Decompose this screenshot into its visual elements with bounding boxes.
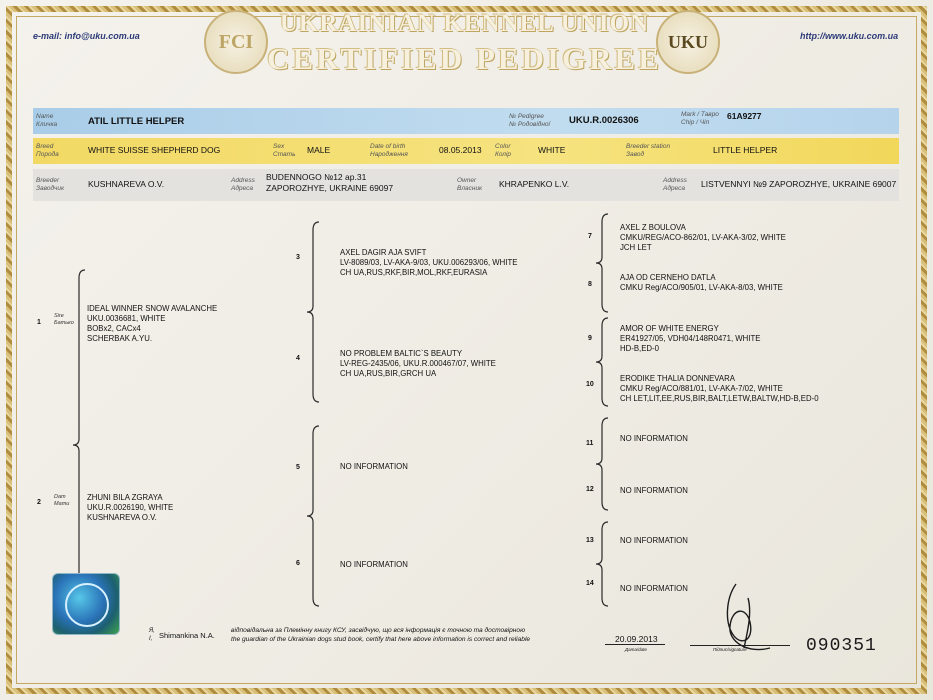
gen3-number-10: 10 xyxy=(586,381,594,388)
gen3-entry-12: NO INFORMATION xyxy=(620,486,688,495)
hologram-ring xyxy=(65,583,109,627)
sire-name: IDEAL WINNER SNOW AVALANCHE xyxy=(87,304,218,313)
pedigree-number-label: № Pedigree № Родовідної xyxy=(509,113,550,128)
owner-label: Owner Власник xyxy=(457,177,483,192)
date-of-birth: 08.05.2013 xyxy=(439,145,482,155)
dam-number: 2 xyxy=(37,499,41,506)
sex: MALE xyxy=(307,145,331,155)
dam-label: Dam Мати xyxy=(54,494,70,507)
gen3-9-line-1: AMOR OF WHITE ENERGY xyxy=(620,324,719,333)
gen3-number-9: 9 xyxy=(588,335,592,342)
gen3-entry-14: NO INFORMATION xyxy=(620,584,688,593)
gen3-7-line-3: JCH LET xyxy=(620,243,652,252)
sire-registration: UKU.0036681, WHITE xyxy=(87,314,166,323)
pedigree-number: UKU.R.0026306 xyxy=(569,115,639,126)
bracket-6 xyxy=(596,522,608,606)
gen3-entry-8 xyxy=(620,273,783,293)
breed-label: Breed Порода xyxy=(36,143,59,158)
bracket-sire xyxy=(307,222,319,402)
certificate-title-line1: UKRAINIAN KENNEL UNION xyxy=(279,10,650,37)
gen2-number-4: 4 xyxy=(296,355,300,362)
address1-line1: BUDENNOGO №12 ap.31 xyxy=(266,172,367,182)
name-label: Name Кличка xyxy=(36,113,58,128)
certificate-title-line2: CERTIFIED PEDIGREE xyxy=(267,41,662,76)
sire-titles: BOBx2, CACx4 xyxy=(87,324,141,333)
address2-label: Address Адреса xyxy=(663,177,687,192)
gen2-3-line-3: CH UA,RUS,RKF,BIR,MOL,RKF,EURASIA xyxy=(340,268,488,277)
gen2-number-6: 6 xyxy=(296,560,300,567)
gen3-number-7: 7 xyxy=(588,233,592,240)
breeder-station-label: Breeder station Завод xyxy=(626,143,671,158)
date-line xyxy=(605,644,665,645)
dam-registration: UKU.R.0026190, WHITE xyxy=(87,503,174,512)
gen3-10-line-1: ERODIKE THALIA DONNEVARA xyxy=(620,374,735,383)
gen3-entry-7 xyxy=(620,223,786,253)
bracket-3 xyxy=(596,214,608,312)
sire-entry xyxy=(87,304,217,344)
breeder-label: Breeder Заводчик xyxy=(36,177,65,192)
gen2-3-line-1: AXEL DAGIR AJA SVIFT xyxy=(340,248,427,257)
certification-en: the guardian of the Ukrainian dogs stud book, certify that here above information is correct and reliable xyxy=(231,636,531,643)
chip-label: Mark / Тавро Chip / Чіп xyxy=(681,111,719,126)
bracket-gen1 xyxy=(73,270,85,620)
gen2-4-line-3: CH UA,RUS,BIR,GRCH UA xyxy=(340,369,437,378)
dam-entry xyxy=(87,493,173,523)
dam-owner: KUSHNAREVA O.V. xyxy=(87,513,157,522)
gen3-7-line-2: CMKU/REG/ACO-862/01, LV-AKA-3/02, WHITE xyxy=(620,233,786,242)
address2: LISTVENNYI №9 ZAPOROZHYE, UKRAINE 69007 xyxy=(701,179,897,189)
gen3-entry-9 xyxy=(620,324,760,354)
website-link: http://www.uku.com.ua xyxy=(800,31,899,41)
gen3-8-line-2: CMKU Reg/ACO/905/01, LV-AKA-8/03, WHITE xyxy=(620,283,783,292)
gen2-number-5: 5 xyxy=(296,464,300,471)
handwritten-signature-icon xyxy=(718,578,788,658)
gen3-entry-10 xyxy=(620,374,819,404)
signature-label: Підпис/signature xyxy=(713,647,747,652)
gen3-10-line-3: CH LET,LIT,EE,RUS,BIR,BALT,LETW,BALTW,HD-B,ED-0 xyxy=(620,394,819,403)
signature-line xyxy=(690,645,790,646)
breeder: KUSHNAREVA O.V. xyxy=(88,179,165,189)
gen3-9-line-2: ER41927/05, VDH04/148R0471, WHITE xyxy=(620,334,761,343)
gen2-4-line-2: LV-REG-2435/06, UKU.R.000467/07, WHITE xyxy=(340,359,496,368)
certification-statement xyxy=(231,626,591,644)
gen2-entry-5: NO INFORMATION xyxy=(340,462,408,471)
certification-ua: відповідальна за Племінну книгу КСУ, засвідчую, що вся інформація є точною та достовірною xyxy=(231,627,526,634)
address1-line2: ZAPOROZHYE, UKRAINE 69097 xyxy=(266,183,394,193)
gen2-4-line-1: NO PROBLEM BALTIC`S BEAUTY xyxy=(340,349,463,358)
bracket-5 xyxy=(596,418,608,510)
signer-label: Я, I, xyxy=(149,628,155,642)
sire-owner: SCHERBAK A.YU. xyxy=(87,334,152,343)
gen2-entry-6: NO INFORMATION xyxy=(340,560,408,569)
gen3-10-line-2: CMKU Reg/ACO/881/01, LV-AKA-7/02, WHITE xyxy=(620,384,783,393)
bracket-dam xyxy=(307,426,319,606)
bracket-4 xyxy=(596,318,608,406)
gen2-number-3: 3 xyxy=(296,254,300,261)
gen3-9-line-3: HD-B,ED-0 xyxy=(620,344,659,353)
gen3-number-12: 12 xyxy=(586,486,594,493)
gen3-number-14: 14 xyxy=(586,580,594,587)
dam-name: ZHUNI BILA ZGRAYA xyxy=(87,493,163,502)
color: WHITE xyxy=(538,145,566,155)
gen3-number-13: 13 xyxy=(586,537,594,544)
uku-seal-text: UKU xyxy=(668,32,708,52)
signer-name: Shimankina N.A. xyxy=(159,631,215,640)
gen2-entry-3 xyxy=(340,248,517,278)
chip-number: 61A9277 xyxy=(727,111,762,121)
owner: KHRAPENKO L.V. xyxy=(499,179,570,189)
fci-seal-text: FCI xyxy=(218,31,254,53)
sex-label: Sex Стать xyxy=(273,143,296,158)
gen2-entry-4 xyxy=(340,349,496,379)
email-contact: e-mail: info@uku.com.ua xyxy=(33,31,140,41)
hologram-sticker-icon xyxy=(52,573,120,635)
gen3-8-line-1: AJA OD CERNEHO DATLA xyxy=(620,273,716,282)
gen3-number-8: 8 xyxy=(588,281,592,288)
color-label: Color Колір xyxy=(495,143,512,158)
breed: WHITE SUISSE SHEPHERD DOG xyxy=(88,145,221,155)
issue-date: 20.09.2013 xyxy=(615,634,658,644)
gen2-3-line-2: LV-8089/03, LV-AKA-9/03, UKU.006293/06, WHITE xyxy=(340,258,518,267)
sire-number: 1 xyxy=(37,319,41,326)
address1-label: Address Адреса xyxy=(231,177,255,192)
gen3-entry-13: NO INFORMATION xyxy=(620,536,688,545)
sire-label: Sire Батько xyxy=(54,313,74,326)
gen3-entry-11: NO INFORMATION xyxy=(620,434,688,443)
dob-label: Date of birth Народження xyxy=(370,143,408,158)
dog-name: ATIL LITTLE HELPER xyxy=(88,116,185,127)
gen3-7-line-1: AXEL Z BOULOVA xyxy=(620,223,686,232)
gen3-number-11: 11 xyxy=(586,440,594,447)
serial-number: 090351 xyxy=(806,636,877,656)
date-label: Дата/date xyxy=(625,647,647,652)
breeder-station: LITTLE HELPER xyxy=(713,145,778,155)
